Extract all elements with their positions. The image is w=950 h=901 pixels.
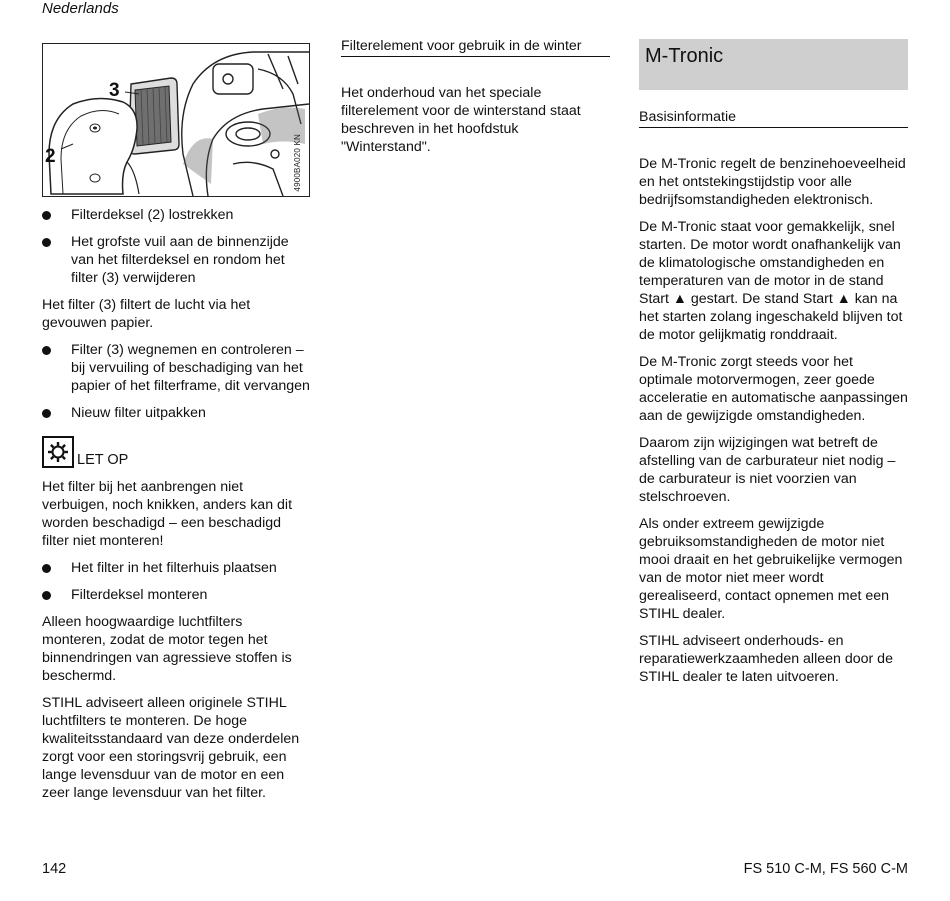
language-header: Nederlands	[42, 0, 119, 17]
paragraph: Daarom zijn wijzigingen wat betreft de afstelling van de carburateur niet nodig – de carburateur is niet voorzien van stelschroeven.	[639, 435, 896, 505]
bullet-icon	[42, 346, 51, 355]
section-title: M-Tronic	[639, 39, 908, 90]
bullet-icon	[42, 238, 51, 247]
paragraph: Het onderhoud van het speciale filterelement voor de winterstand staat beschreven in het hoofdstuk "Winterstand".	[341, 85, 581, 155]
list-item: Nieuw filter uitpakken	[42, 404, 310, 422]
filter-drawing	[43, 44, 309, 196]
callout-3: 3	[109, 80, 120, 101]
list-item: Het filter in het filterhuis plaatsen	[42, 559, 310, 577]
page-number: 142	[42, 861, 67, 877]
paragraph: Alleen hoogwaardige luchtfilters monteren, zodat de motor tegen het binnendringen van agressieve stoffen is beschermd.	[42, 614, 292, 684]
paragraph: Het filter (3) filtert de lucht via het gevouwen papier.	[42, 297, 251, 331]
bullet-icon	[42, 564, 51, 573]
section-heading: Filterelement voor gebruik in de winter	[341, 38, 610, 57]
list-item: Het grofste vuil aan de binnenzijde van het filterdeksel en rondom het filter (3) verwijderen	[42, 233, 310, 287]
bullet-icon	[42, 409, 51, 418]
section-subheading: Basisinformatie	[639, 109, 908, 128]
paragraph: De M-Tronic zorgt steeds voor het optimale motorvermogen, zeer goede acceleratie en automatische aanpassingen aan de gewijzigde omstandigheden.	[639, 354, 908, 424]
paragraph: De M-Tronic staat voor gemakkelijk, snel starten. De motor wordt onafhankelijk van de klimatologische omstandigheden en temperaturen van de motor in de stand Start ▲ gestart. De stand Start ▲ kan na het starten zolang ingeschakeld blijven tot de motor gelijkmatig ronddraait.	[639, 219, 903, 343]
notice-header	[42, 436, 310, 468]
model-label: FS 510 C-M, FS 560 C-M	[743, 861, 908, 877]
notice-label: LET OP	[77, 452, 129, 468]
callout-2: 2	[45, 146, 56, 167]
list-item: Filterdeksel monteren	[42, 586, 310, 604]
figure-code: 4900BA020 KN	[293, 134, 302, 192]
paragraph: STIHL adviseert alleen originele STIHL luchtfilters te monteren. De hoge kwaliteitsstandaard van deze onderdelen zorgt voor een storingsvrij gebruik, een lange levensduur van de motor en een zeer lange levensduur van het filter.	[42, 695, 300, 801]
gear-icon	[42, 436, 74, 468]
paragraph: Als onder extreem gewijzigde gebruiksomstandigheden de motor niet mooi draait en het gebruikelijke vermogen van de motor niet meer wordt gerealiseerd, contact opnemen met een STIHL dealer.	[639, 516, 903, 622]
bullet-icon	[42, 211, 51, 220]
bullet-icon	[42, 591, 51, 600]
right-column	[639, 39, 908, 686]
left-column	[42, 43, 310, 802]
list-item: Filterdeksel (2) lostrekken	[42, 206, 310, 224]
air-filter-illustration	[42, 43, 310, 197]
paragraph: De M-Tronic regelt de benzinehoeveelheid en het ontstekingstijdstip voor alle bedrijfsomstandigheden elektronisch.	[639, 156, 906, 208]
middle-column	[341, 38, 610, 156]
list-item: Filter (3) wegnemen en controleren – bij vervuiling of beschadiging van het papier of het filterframe, dit vervangen	[42, 341, 310, 395]
notice-text: Het filter bij het aanbrengen niet verbuigen, noch knikken, anders kan dit worden beschadigd – een beschadigd filter niet monteren!	[42, 479, 293, 549]
paragraph: STIHL adviseert onderhouds- en reparatiewerkzaamheden alleen door de STIHL dealer te laten uitvoeren.	[639, 633, 893, 685]
